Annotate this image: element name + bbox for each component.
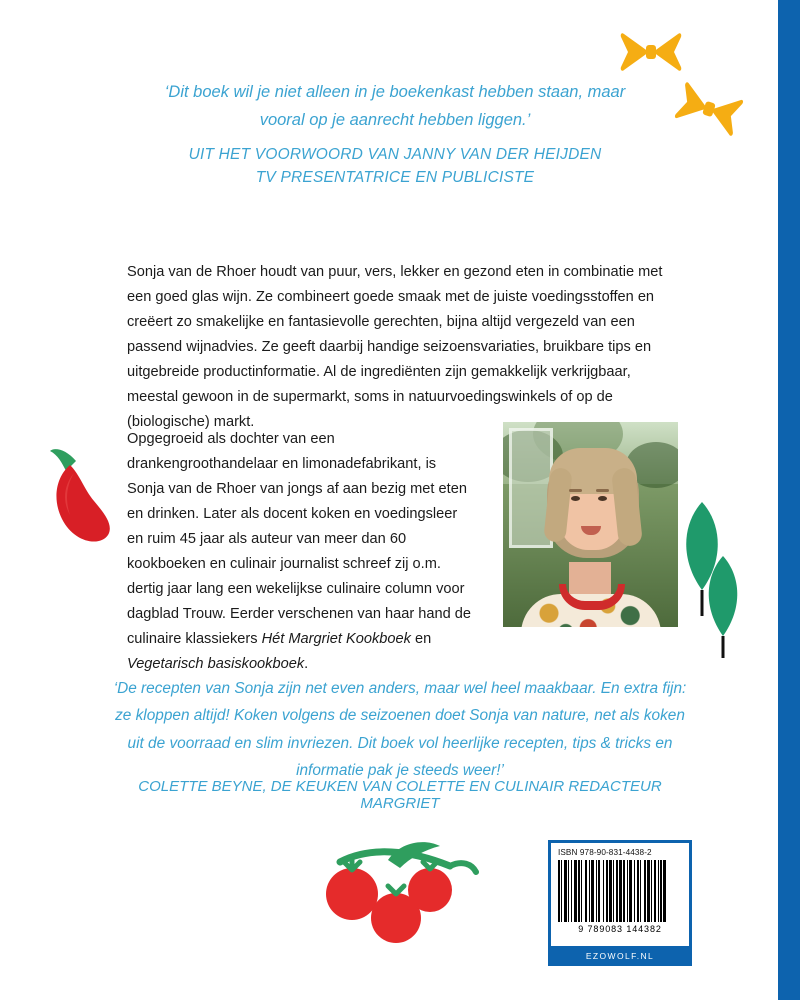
foreword-attribution: [150, 143, 640, 190]
portrait-eye-right: [598, 496, 607, 501]
review-attribution: COLETTE BEYNE, DE KEUKEN VAN COLETTE EN CULINAIR REDACTEUR MARGRIET: [138, 778, 662, 812]
publisher-website: EZOWOLF.NL: [548, 946, 692, 966]
bio-text-part-2: en: [410, 631, 432, 648]
barcode-bars: [558, 860, 682, 922]
author-description-paragraph: Sonja van de Rhoer houdt van puur, vers, lekker en gezond eten in combinatie met een goed glas wijn. Ze combineert goede smaak met de juiste voedingsstoffen en creëert zo smakelijke en fantasievolle gerechten, bijna altijd vergezeld van een passend wijnadvies. Ze geeft daarbij handige seizoensvariaties, bruikbare tips en uitgebreide productinformatie. Al de ingrediënten zijn gemakkelijk verkrijgbaar, meestal gewoon in de supermarkt, soms in natuurvoedingswinkels of op de (biologische) markt.: [127, 263, 663, 431]
bio-text-part-3: .: [304, 656, 309, 673]
isbn-label: ISBN 978-90-831-4438-2: [558, 848, 652, 857]
green-leaf-icon: [694, 552, 752, 662]
review-quote: ‘De recepten van Sonja zijn net even anders, maar wel heel maakbaar. En extra fijn: ze kloppen altijd! Koken volgens de seizoenen doet Sonja van nature, net als koken uit de voorraad en slim invriezen. Dit boek vol heerlijke recepten, tips & tricks en informatie pak je steeds weer!’: [113, 680, 687, 780]
tomato-vine-icon: [300, 832, 480, 952]
ean-digits: 9 789083 144382: [578, 924, 662, 934]
foreword-attribution-line-1: UIT HET VOORWOORD VAN JANNY VAN DER HEIJDEN: [188, 146, 602, 163]
chili-pepper-icon: [46, 443, 118, 553]
portrait-eyebrow-left: [569, 489, 582, 492]
pasta-bow-icon: [670, 70, 748, 148]
spine-white-gap: [773, 0, 778, 1000]
author-portrait-photo: [503, 422, 678, 627]
portrait-eye-left: [571, 496, 580, 501]
foreword-attribution-line-2: TV PRESENTATRICE EN PUBLICISTE: [255, 169, 535, 187]
book-title-margriet: Hét Margriet Kookboek: [261, 631, 411, 648]
isbn-barcode-block: [548, 840, 692, 966]
author-biography-paragraph: [127, 427, 477, 678]
foreword-quote: ‘Dit boek wil je niet alleen in je boekenkast hebben staan, maar vooral op je aanrecht hebben liggen.’: [164, 83, 626, 130]
book-title-vegetarisch: Vegetarisch basiskookboek: [127, 656, 305, 673]
bio-text-part-1: Opgegroeid als dochter van een drankengroothandelaar en limonadefabrikant, is Sonja van de Rhoer van jongs af aan bezig met eten en drinken. Later als docent koken en voedingsleer en ruim 45 jaar als auteur van meer dan 60 kookboeken en culinair journalist schreef zij o.m. dertig jaar lang een wekelijkse culinaire column voor dagblad Trouw. Eerder verschenen van haar hand de culinaire klassiekers: [127, 430, 471, 648]
pasta-bow-icon: [620, 28, 682, 76]
spine-blue-bar: [778, 0, 800, 1000]
portrait-eyebrow-right: [596, 489, 609, 492]
